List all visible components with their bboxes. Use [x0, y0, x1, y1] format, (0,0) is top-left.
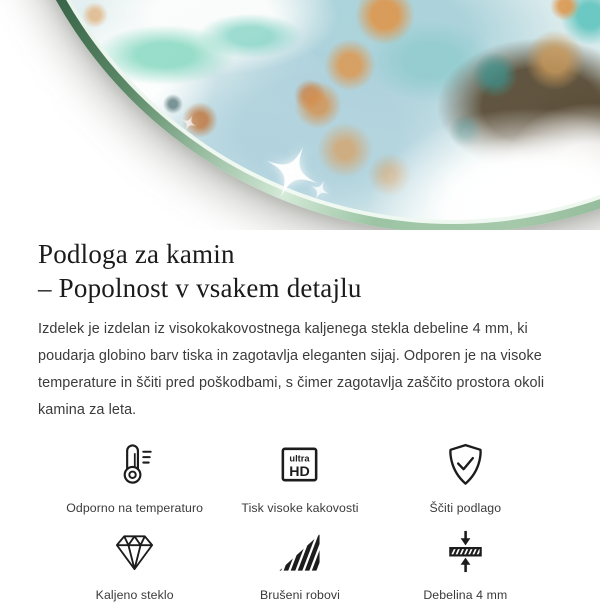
page-title-line1: Podloga za kamin: [38, 239, 235, 269]
brushed-edge-icon: [276, 528, 323, 575]
page-title-line2: – Popolnost v vsakem detajlu: [38, 273, 362, 303]
product-image: [0, 0, 600, 230]
thickness-icon: [442, 528, 489, 575]
feature-tempered-glass: [52, 528, 217, 602]
diamond-icon: [111, 528, 158, 575]
feature-print-quality: [217, 441, 382, 515]
feature-protects-surface: [383, 441, 548, 515]
feature-label: Debelina 4 mm: [423, 588, 508, 602]
page-title: [38, 237, 562, 305]
shield-check-icon: [442, 441, 489, 488]
product-description: Izdelek je izdelan iz visokokakovostnega kaljenega stekla debeline 4 mm, ki poudarja globino barv tiska in zagotavlja eleganten sijaj. Odporen je na visoke temperature in ščiti pred poškodbami, s čimer zagotavlja zaščito prostora okoli kamina za leta.: [38, 321, 545, 419]
feature-label: Ščiti podlago: [429, 501, 502, 516]
product-details-section: [0, 230, 600, 602]
feature-temperature-resistant: [52, 441, 217, 515]
feature-label: Kaljeno steklo: [95, 588, 174, 602]
features-grid: [38, 441, 562, 602]
svg-text:HD: HD: [289, 464, 311, 481]
feature-thickness: [383, 528, 548, 602]
svg-text:ultra: ultra: [289, 453, 311, 464]
ultra-hd-icon: [276, 441, 323, 488]
feature-ground-edges: [217, 528, 382, 602]
feature-label: Odporno na temperaturo: [66, 501, 204, 516]
thermometer-icon: [111, 441, 158, 488]
feature-label: Tisk visoke kakovosti: [241, 501, 359, 516]
feature-label: Brušeni robovi: [259, 588, 340, 602]
